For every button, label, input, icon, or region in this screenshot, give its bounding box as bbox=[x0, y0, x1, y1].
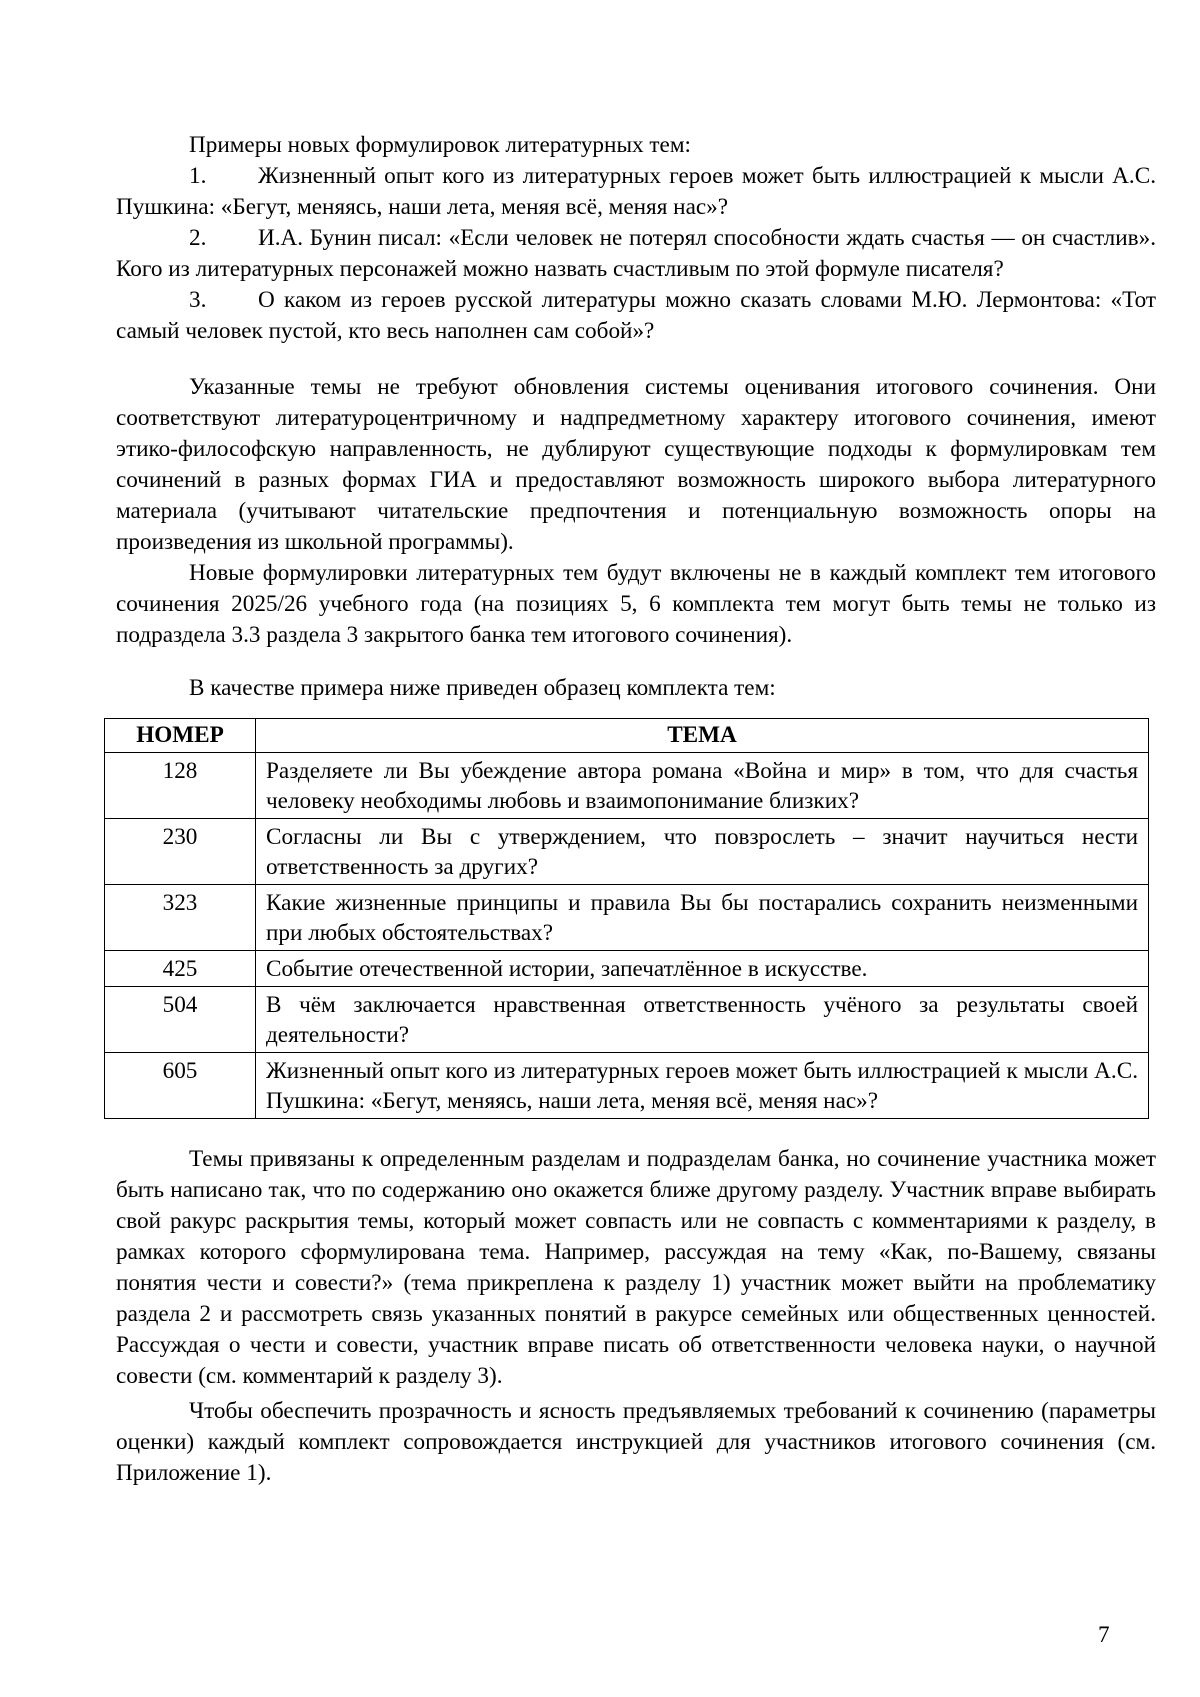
table-header-row bbox=[105, 719, 1149, 753]
example-text-3: О каком из героев русской литературы можно сказать словами М.Ю. Лермонтова: «Тот самый человек пустой, кто весь наполнен сам собой»? bbox=[116, 287, 1156, 344]
row-number: 128 bbox=[105, 753, 256, 819]
example-text-2: И.А. Бунин писал: «Если человек не потерял способности ждать счастья — он счастлив». Кого из литературных персонажей можно назвать счастливым по этой формуле писателя? bbox=[116, 225, 1156, 282]
table-row bbox=[105, 753, 1149, 819]
paragraph-transparency: Чтобы обеспечить прозрачность и ясность предъявляемых требований к сочинению (параметры оценки) каждый комплект сопровождается инструкцией для участников итогового сочинения (см. Приложение 1). bbox=[116, 1398, 1156, 1486]
examples-intro: Примеры новых формулировок литературных тем: bbox=[189, 132, 691, 158]
row-number: 425 bbox=[105, 951, 256, 987]
row-topic: В чём заключается нравственная ответственность учёного за результаты своей деятельности? bbox=[256, 987, 1149, 1053]
document-page bbox=[116, 130, 1156, 1489]
row-topic: Событие отечественной истории, запечатлённое в искусстве. bbox=[256, 951, 1149, 987]
example-number-1: 1. bbox=[189, 163, 207, 189]
paragraph-sample-intro: В качестве примера ниже приведен образец комплекта тем: bbox=[189, 675, 776, 701]
paragraph-assessment: Указанные темы не требуют обновления системы оценивания итогового сочинения. Они соответствуют литературоцентричному и надпредметному характеру итогового сочинения, имеют этико-философскую направленность, не дублируют существующие подходы к формулировкам тем сочинений в разных формах ГИА и предоставляют возможность широкого выбора литературного материала (учитывают читательские предпочтения и потенциальную возможность опоры на произведения из школьной программы). bbox=[116, 374, 1156, 555]
row-topic: Жизненный опыт кого из литературных героев может быть иллюстрацией к мысли А.С. Пушкина: «Бегут, меняясь, наши лета, меняя всё, меняя нас»? bbox=[256, 1053, 1149, 1119]
table-row bbox=[105, 1053, 1149, 1119]
example-number-2: 2. bbox=[189, 225, 207, 251]
table-row bbox=[105, 885, 1149, 951]
example-item-2 bbox=[116, 223, 1156, 285]
paragraph-new-wordings: Новые формулировки литературных тем будут включены не в каждый комплект тем итогового сочинения 2025/26 учебного года (на позициях 5, 6 комплекта тем могут быть темы не только из подраздела 3.3 раздела 3 закрытого банка тем итогового сочинения). bbox=[116, 560, 1156, 648]
row-number: 605 bbox=[105, 1053, 256, 1119]
header-number: НОМЕР bbox=[105, 719, 256, 753]
table-row bbox=[105, 987, 1149, 1053]
paragraph-topic-binding: Темы привязаны к определенным разделам и подразделам банка, но сочинение участника может быть написано так, что по содержанию оно окажется ближе другому разделу. Участник вправе выбирать свой ракурс раскрытия темы, который может совпасть или не совпасть с комментариями к разделу, в рамках которого сформулирована тема. Например, рассуждая на тему «Как, по-Вашему, связаны понятия чести и совести?» (тема прикреплена к разделу 1) участник может выйти на проблематику раздела 2 и рассмотреть связь указанных понятий в ракурсе семейных или общественных ценностей. Рассуждая о чести и совести, участник вправе писать об ответственности человека науки, о научной совести (см. комментарий к разделу 3). bbox=[116, 1146, 1156, 1389]
header-topic: ТЕМА bbox=[256, 719, 1149, 753]
table-row bbox=[105, 951, 1149, 987]
row-number: 323 bbox=[105, 885, 256, 951]
row-number: 230 bbox=[105, 819, 256, 885]
row-topic: Какие жизненные принципы и правила Вы бы постарались сохранить неизменными при любых обстоятельствах? bbox=[256, 885, 1149, 951]
row-topic: Согласны ли Вы с утверждением, что повзрослеть – значит научиться нести ответственность за других? bbox=[256, 819, 1149, 885]
example-number-3: 3. bbox=[189, 287, 207, 313]
example-item-1 bbox=[116, 161, 1156, 223]
example-item-3 bbox=[116, 285, 1156, 347]
page-number: 7 bbox=[1098, 1622, 1110, 1648]
row-number: 504 bbox=[105, 987, 256, 1053]
themes-table bbox=[104, 718, 1149, 1119]
row-topic: Разделяете ли Вы убеждение автора романа «Война и мир» в том, что для счастья человеку необходимы любовь и взаимопонимание близких? bbox=[256, 753, 1149, 819]
table-row bbox=[105, 819, 1149, 885]
example-text-1: Жизненный опыт кого из литературных героев может быть иллюстрацией к мысли А.С. Пушкина: «Бегут, меняясь, наши лета, меняя всё, меняя нас»? bbox=[116, 163, 1156, 220]
